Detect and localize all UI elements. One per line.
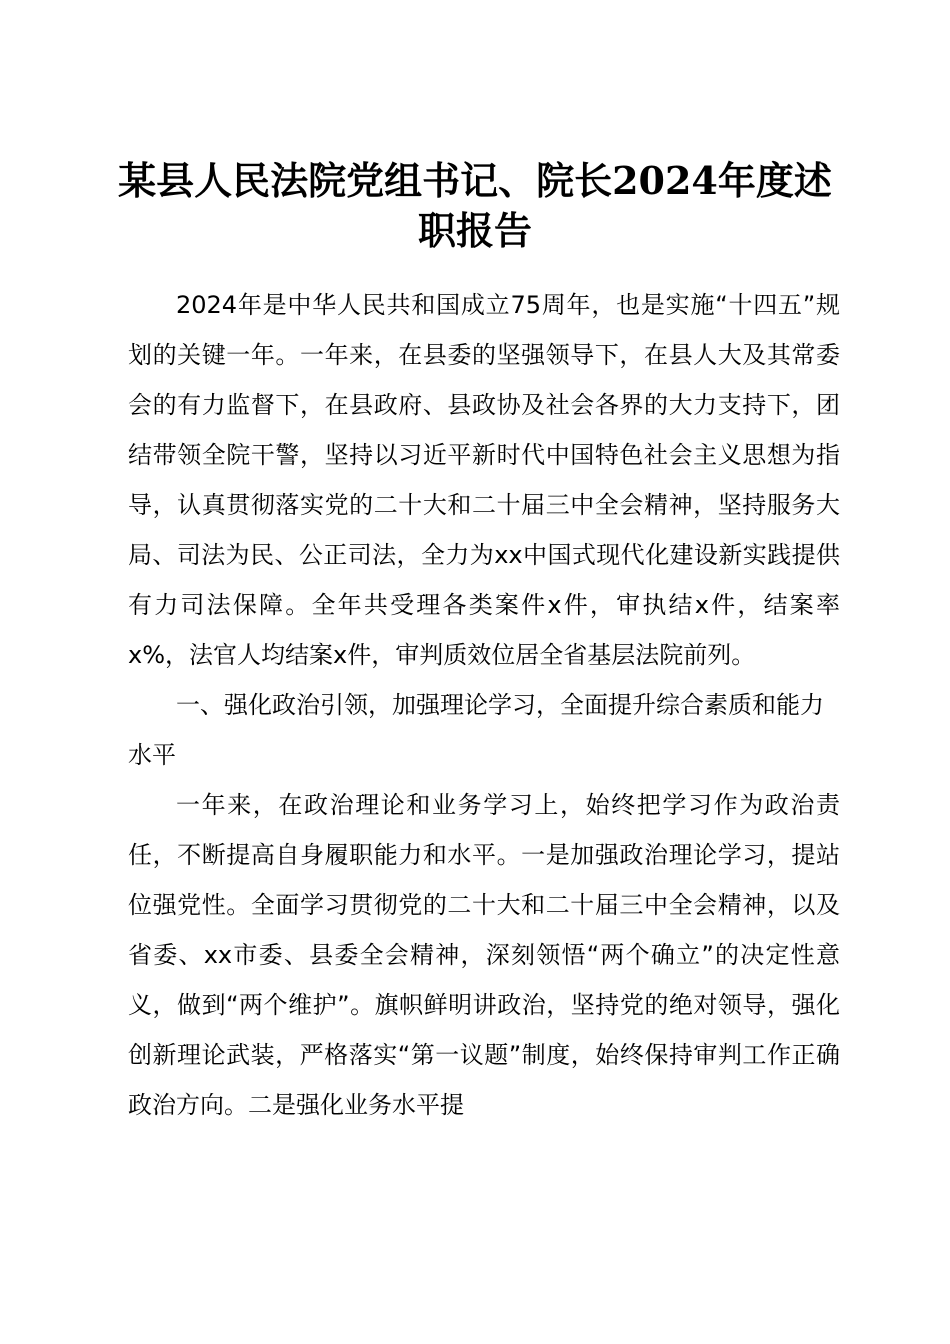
section-1-heading: 一、强化政治引领，加强理论学习，全面提升综合素质和能力水平 (128, 691, 824, 769)
document-body (128, 280, 840, 1130)
document-title: 某县人民法院党组书记、院长2024年度述职报告 (118, 158, 832, 253)
section-1-paragraph: 一年来，在政治理论和业务学习上，始终把学习作为政治责任，不断提高自身履职能力和水平。一是加强政治理论学习，提站位强党性。全面学习贯彻党的二十大和二十届三中全会精神，以及省委、xx市委、县委全会精神，深刻领悟“两个确立”的决定性意义，做到“两个维护”。旗帜鲜明讲政治，坚持党的绝对领导，强化创新理论武装，严格落实“第一议题”制度，始终保持审判工作正确政治方向。二是强化业务水平提 (128, 791, 840, 1119)
intro-paragraph: 2024年是中华人民共和国成立75周年，也是实施“十四五”规划的关键一年。一年来，在县委的坚强领导下，在县人大及其常委会的有力监督下，在县政府、县政协及社会各界的大力支持下，团结带领全院干警，坚持以习近平新时代中国特色社会主义思想为指导，认真贯彻落实党的二十大和二十届三中全会精神，坚持服务大局、司法为民、公正司法，全力为xx中国式现代化建设新实践提供有力司法保障。全年共受理各类案件x件，审执结x件，结案率x%，法官人均结案x件，审判质效位居全省基层法院前列。 (128, 291, 840, 669)
